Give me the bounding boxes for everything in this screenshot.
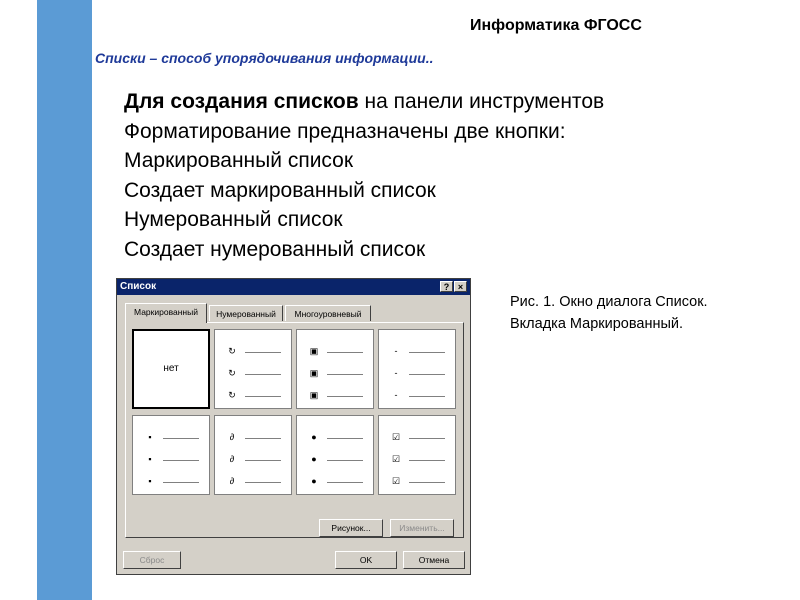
- bullet-sample-row: [223, 478, 285, 488]
- round-bullet-icon: ●: [311, 454, 317, 464]
- bullet-option-none[interactable]: [132, 329, 210, 409]
- text-line-placeholder: [409, 352, 445, 353]
- text-line-placeholder: [327, 396, 363, 397]
- text-line-placeholder: [245, 482, 281, 483]
- text-line-placeholder: [245, 374, 281, 375]
- bullet-option[interactable]: [132, 415, 210, 495]
- bullet-option[interactable]: [378, 415, 456, 495]
- bullet-sample-row: [223, 434, 285, 444]
- text-line-placeholder: [245, 438, 281, 439]
- none-label: нет: [163, 363, 179, 374]
- checkbox-icon: ☑: [391, 454, 401, 464]
- bullet-option[interactable]: [296, 329, 374, 409]
- bullet-sample-row: [305, 456, 367, 466]
- bullet-sample-row: [387, 370, 449, 380]
- tab-bulleted[interactable]: Маркированный: [125, 303, 207, 323]
- page-header-title: Информатика ФГОСС: [470, 17, 642, 34]
- text-line-placeholder: [163, 438, 199, 439]
- text-line-placeholder: [327, 352, 363, 353]
- bullet-sample-row: [141, 456, 203, 466]
- text-line-placeholder: [327, 438, 363, 439]
- round-bullet-icon: ●: [311, 432, 317, 442]
- main-text-line-5: Нумерованный список: [124, 208, 343, 231]
- reset-button[interactable]: Сброс: [123, 551, 181, 569]
- figure-caption: Рис. 1. Окно диалога Список. Вкладка Маркированный.: [510, 294, 708, 332]
- checkbox-icon: ☑: [391, 432, 401, 442]
- bullet-option[interactable]: [214, 329, 292, 409]
- hook-icon: ∂: [229, 432, 235, 442]
- main-text-block: [124, 87, 604, 264]
- text-line-placeholder: [245, 352, 281, 353]
- bullet-sample-row: [223, 456, 285, 466]
- checkbox-icon: ☑: [391, 476, 401, 486]
- bullet-sample-row: [305, 348, 367, 358]
- tab-numbered[interactable]: Нумерованный: [209, 305, 283, 321]
- ok-button[interactable]: OK: [335, 551, 397, 569]
- text-line-placeholder: [327, 374, 363, 375]
- bullet-option[interactable]: [296, 415, 374, 495]
- page-subtitle: Списки – способ упорядочивания информации..: [95, 50, 434, 66]
- help-button[interactable]: ?: [440, 281, 453, 292]
- text-line-placeholder: [409, 438, 445, 439]
- main-text-line-1: [124, 87, 604, 117]
- dialog-title: Список: [120, 281, 157, 292]
- change-button[interactable]: Изменить...: [390, 519, 454, 537]
- bullet-style-grid: [132, 329, 456, 495]
- circular-arrow-icon: ↻: [228, 368, 236, 378]
- hook-icon: ∂: [229, 454, 235, 464]
- dash-icon: -: [394, 368, 398, 378]
- cancel-button[interactable]: Отмена: [403, 551, 465, 569]
- list-dialog: [116, 278, 471, 575]
- text-line-placeholder: [409, 396, 445, 397]
- bullet-sample-row: [387, 434, 449, 444]
- bullet-option[interactable]: [378, 329, 456, 409]
- dash-icon: -: [394, 390, 398, 400]
- text-line-placeholder: [409, 374, 445, 375]
- bullet-sample-row: [305, 392, 367, 402]
- bullet-sample-row: [223, 348, 285, 358]
- text-line-placeholder: [327, 482, 363, 483]
- computer-icon: ▣: [309, 346, 319, 356]
- text-line-placeholder: [409, 482, 445, 483]
- computer-icon: ▣: [309, 390, 319, 400]
- circular-arrow-icon: ↻: [228, 346, 236, 356]
- text-line-placeholder: [327, 460, 363, 461]
- bullet-sample-row: [223, 370, 285, 380]
- bullet-sample-row: [387, 348, 449, 358]
- computer-icon: ▣: [309, 368, 319, 378]
- text-line-placeholder: [245, 460, 281, 461]
- text-line-placeholder: [163, 460, 199, 461]
- round-bullet-icon: ●: [311, 476, 317, 486]
- square-bullet-icon: ▪: [148, 432, 152, 442]
- main-text-bold: Для создания списков: [124, 90, 359, 113]
- main-text-rest: на панели инструментов: [358, 90, 605, 113]
- bullet-sample-row: [305, 370, 367, 380]
- bullet-sample-row: [387, 478, 449, 488]
- text-line-placeholder: [163, 482, 199, 483]
- bullet-sample-row: [223, 392, 285, 402]
- bullet-sample-row: [305, 434, 367, 444]
- main-text-line-3: Маркированный список: [124, 149, 354, 172]
- bullet-sample-row: [387, 456, 449, 466]
- dash-icon: -: [394, 346, 398, 356]
- dialog-titlebar: [117, 279, 470, 295]
- bullet-sample-row: [305, 478, 367, 488]
- tab-multilevel[interactable]: Многоуровневый: [285, 305, 371, 321]
- bullet-sample-row: [141, 478, 203, 488]
- picture-button[interactable]: Рисунок...: [319, 519, 383, 537]
- hook-icon: ∂: [229, 476, 235, 486]
- main-text-line-4: Создает маркированный список: [124, 178, 436, 202]
- bullet-sample-row: [141, 434, 203, 444]
- close-button[interactable]: ×: [454, 281, 467, 292]
- bullet-option[interactable]: [214, 415, 292, 495]
- square-bullet-icon: ▪: [148, 454, 152, 464]
- tab-panel: [125, 322, 464, 538]
- bullet-sample-row: [387, 392, 449, 402]
- main-text-line-2: Форматирование предназначены две кнопки:: [124, 119, 566, 143]
- text-line-placeholder: [245, 396, 281, 397]
- square-bullet-icon: ▪: [148, 476, 152, 486]
- main-text-line-6: Создает нумерованный список: [124, 237, 426, 261]
- left-accent-stripe: [37, 0, 92, 600]
- text-line-placeholder: [409, 460, 445, 461]
- circular-arrow-icon: ↻: [228, 390, 236, 400]
